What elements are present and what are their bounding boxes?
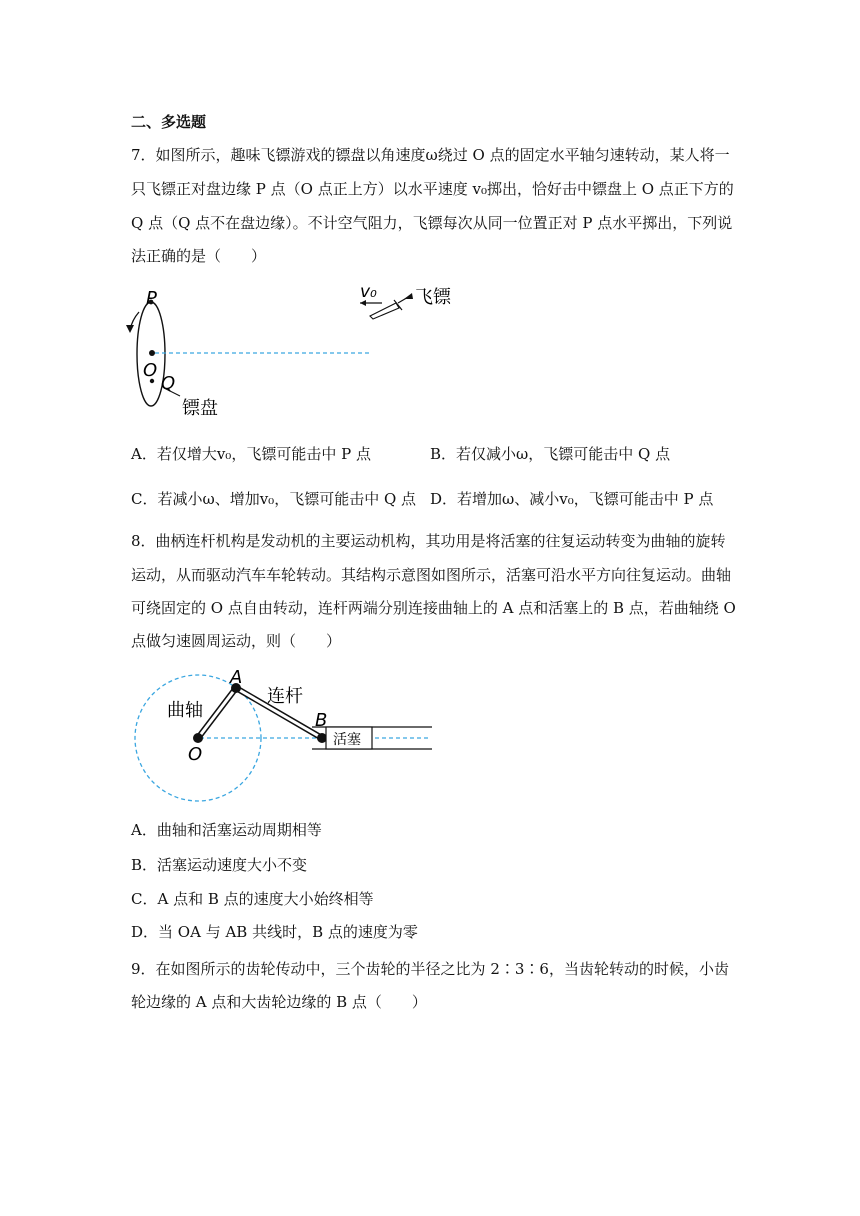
q7-option-c[interactable]: C．若减小ω、增加v₀，飞镖可能击中 Q 点 (131, 490, 417, 508)
q8-option-b[interactable]: B．活塞运动速度大小不变 (131, 856, 308, 874)
q7-line-1: 7．如图所示，趣味飞镖游戏的镖盘以角速度ω绕过 O 点的固定水平轴匀速转动，某人将一 (131, 146, 730, 164)
label-piston: 活塞 (333, 732, 361, 748)
label-O: O (188, 744, 203, 765)
q7-option-a[interactable]: A．若仅增大v₀，飞镖可能击中 P 点 (131, 445, 371, 463)
label-A: A (230, 667, 243, 688)
q8-line-3: 可绕固定的 O 点自由转动，连杆两端分别连接曲轴上的 A 点和活塞上的 B 点，若曲轴绕 O (131, 599, 736, 617)
point-O-dot (193, 733, 203, 743)
label-dart: 飞镖 (415, 287, 451, 308)
q9-line-1: 9．在如图所示的齿轮传动中，三个齿轮的半径之比为 2∶3∶6，当齿轮转动的时候，小齿 (131, 960, 729, 978)
q8-line-2: 运动，从而驱动汽车车轮转动。其结构示意图如图所示，活塞可沿水平方向往复运动。曲轴 (131, 566, 732, 584)
label-rod: 连杆 (267, 686, 303, 707)
q9-line-2: 轮边缘的 A 点和大齿轮边缘的 B 点（ ） (131, 993, 427, 1011)
section-title: 二、多选题 (131, 113, 207, 131)
label-B: B (315, 710, 328, 731)
label-crank: 曲轴 (167, 700, 203, 721)
label-P: P (146, 288, 157, 309)
q8-line-1: 8．曲柄连杆机构是发动机的主要运动机构，其功用是将活塞的往复运动转变为曲轴的旋转 (131, 532, 726, 550)
label-v0: v₀ (360, 282, 377, 302)
label-board: 镖盘 (182, 398, 218, 419)
q8-line-4: 点做匀速圆周运动，则（ ） (131, 632, 342, 650)
label-O: O (143, 360, 158, 381)
q8-option-c[interactable]: C．A 点和 B 点的速度大小始终相等 (131, 890, 374, 908)
q7-line-2: 只飞镖正对盘边缘 P 点（O 点正上方）以水平速度 v₀掷出，恰好击中镖盘上 O 点正下方的 (131, 180, 734, 198)
crank-arm (198, 688, 236, 738)
q7-line-3: Q 点（Q 点不在盘边缘）。不计空气阻力，飞镖每次从同一位置正对 P 点水平掷出，下列说 (131, 214, 733, 232)
q8-option-d[interactable]: D．当 OA 与 AB 共线时，B 点的速度为零 (131, 923, 418, 941)
q7-option-d[interactable]: D．若增加ω、减小v₀，飞镖可能击中 P 点 (430, 490, 714, 508)
q7-option-b[interactable]: B．若仅减小ω，飞镖可能击中 Q 点 (430, 445, 671, 463)
q7-line-4: 法正确的是（ ） (131, 247, 267, 265)
label-Q: Q (161, 373, 176, 394)
q8-option-a[interactable]: A．曲轴和活塞运动周期相等 (131, 821, 322, 839)
